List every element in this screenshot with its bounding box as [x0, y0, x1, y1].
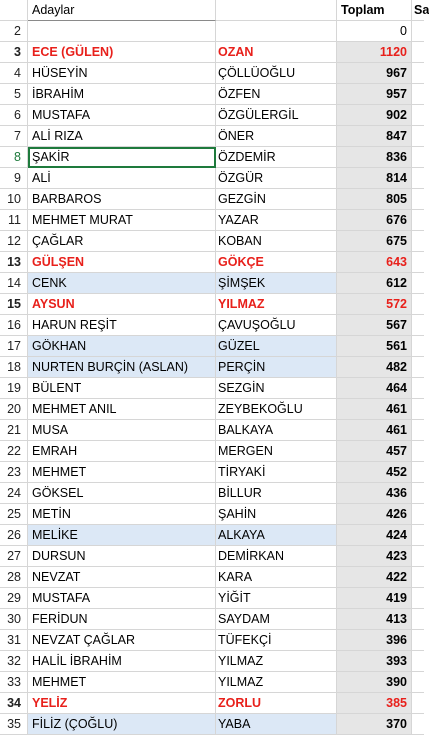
row-number[interactable]: 7 [0, 126, 28, 147]
table-row [0, 567, 424, 588]
row-number[interactable]: 31 [0, 630, 28, 651]
last-name-cell[interactable]: TİRYAKİ [216, 462, 337, 483]
header-adaylar[interactable]: Adaylar [28, 0, 216, 21]
cell-a2[interactable] [28, 21, 216, 42]
first-name-cell[interactable]: ALİ RIZA [28, 126, 216, 147]
table-row [0, 462, 424, 483]
total-cell[interactable]: 572 [337, 294, 412, 315]
cell-d[interactable] [412, 441, 424, 462]
first-name-cell[interactable]: ÇAĞLAR [28, 231, 216, 252]
first-name-cell[interactable]: MEHMET [28, 462, 216, 483]
row-number[interactable]: 21 [0, 420, 28, 441]
table-row [0, 168, 424, 189]
row-number[interactable]: 8 [0, 147, 28, 168]
table-row [0, 147, 424, 168]
row-number[interactable]: 10 [0, 189, 28, 210]
header-cell-b[interactable] [216, 0, 337, 21]
row-number[interactable]: 25 [0, 504, 28, 525]
cell-d[interactable] [412, 294, 424, 315]
cell-d[interactable] [412, 420, 424, 441]
first-name-cell[interactable]: GÜLŞEN [28, 252, 216, 273]
table-row [0, 504, 424, 525]
header-toplam[interactable]: Toplam [337, 0, 412, 21]
first-name-cell[interactable]: MUSTAFA [28, 588, 216, 609]
total-cell[interactable]: 419 [337, 588, 412, 609]
row-number[interactable]: 6 [0, 105, 28, 126]
table-row [0, 378, 424, 399]
total-cell[interactable]: 675 [337, 231, 412, 252]
table-row [0, 273, 424, 294]
last-name-cell[interactable]: KOBAN [216, 231, 337, 252]
row-number[interactable]: 28 [0, 567, 28, 588]
last-name-cell[interactable]: YILMAZ [216, 651, 337, 672]
last-name-cell[interactable]: ALKAYA [216, 525, 337, 546]
row-number[interactable]: 9 [0, 168, 28, 189]
row-number[interactable]: 17 [0, 336, 28, 357]
row-number[interactable]: 34 [0, 693, 28, 714]
total-cell[interactable]: 676 [337, 210, 412, 231]
last-name-cell[interactable]: KARA [216, 567, 337, 588]
table-row [0, 357, 424, 378]
table-row [0, 651, 424, 672]
cell-d[interactable] [412, 63, 424, 84]
cell-d[interactable] [412, 84, 424, 105]
table-row [0, 630, 424, 651]
cell-d[interactable] [412, 168, 424, 189]
last-name-cell[interactable]: ÖZDEMİR [216, 147, 337, 168]
table-row [0, 126, 424, 147]
total-cell[interactable]: 902 [337, 105, 412, 126]
last-name-cell[interactable]: SEZGİN [216, 378, 337, 399]
last-name-cell[interactable]: ÖZGÜR [216, 168, 337, 189]
table-row [0, 336, 424, 357]
total-cell[interactable]: 464 [337, 378, 412, 399]
total-cell[interactable]: 561 [337, 336, 412, 357]
row-number[interactable]: 30 [0, 609, 28, 630]
last-name-cell[interactable]: ÇAVUŞOĞLU [216, 315, 337, 336]
table-row [0, 399, 424, 420]
row-number[interactable]: 15 [0, 294, 28, 315]
first-name-cell[interactable]: MELİKE [28, 525, 216, 546]
cell-d[interactable] [412, 672, 424, 693]
cell-d[interactable] [412, 273, 424, 294]
total-cell[interactable]: 422 [337, 567, 412, 588]
first-name-cell[interactable]: DURSUN [28, 546, 216, 567]
table-row [0, 231, 424, 252]
total-cell[interactable]: 1120 [337, 42, 412, 63]
first-name-cell[interactable]: CENK [28, 273, 216, 294]
first-name-cell[interactable]: NURTEN BURÇİN (ASLAN) [28, 357, 216, 378]
cell-d[interactable] [412, 210, 424, 231]
total-cell[interactable]: 370 [337, 714, 412, 735]
total-cell[interactable]: 967 [337, 63, 412, 84]
first-name-cell[interactable]: MEHMET MURAT [28, 210, 216, 231]
row-number[interactable] [0, 0, 28, 21]
cell-d[interactable] [412, 546, 424, 567]
total-cell[interactable]: 423 [337, 546, 412, 567]
first-name-cell[interactable]: MEHMET ANIL [28, 399, 216, 420]
last-name-cell[interactable]: ZORLU [216, 693, 337, 714]
cell-d[interactable] [412, 252, 424, 273]
cell-d[interactable] [412, 231, 424, 252]
cell-d[interactable] [412, 315, 424, 336]
table-row [0, 525, 424, 546]
cell-d[interactable] [412, 126, 424, 147]
table-row [0, 609, 424, 630]
cell-c2[interactable]: 0 [337, 21, 412, 42]
first-name-cell[interactable]: MUSTAFA [28, 105, 216, 126]
table-row [0, 294, 424, 315]
cell-d[interactable] [412, 336, 424, 357]
first-name-cell[interactable]: METİN [28, 504, 216, 525]
row-number[interactable]: 4 [0, 63, 28, 84]
table-row [0, 714, 424, 735]
cell-d2[interactable] [412, 21, 424, 42]
row-number[interactable]: 22 [0, 441, 28, 462]
last-name-cell[interactable]: YABA [216, 714, 337, 735]
total-cell[interactable]: 814 [337, 168, 412, 189]
last-name-cell[interactable]: BALKAYA [216, 420, 337, 441]
total-cell[interactable]: 426 [337, 504, 412, 525]
first-name-cell[interactable]: BARBAROS [28, 189, 216, 210]
last-name-cell[interactable]: GÖKÇE [216, 252, 337, 273]
row-number[interactable]: 29 [0, 588, 28, 609]
total-cell[interactable]: 567 [337, 315, 412, 336]
table-row [0, 483, 424, 504]
table-row [0, 42, 424, 63]
total-cell[interactable]: 413 [337, 609, 412, 630]
total-cell[interactable]: 612 [337, 273, 412, 294]
total-cell[interactable]: 424 [337, 525, 412, 546]
cell-d[interactable] [412, 399, 424, 420]
first-name-cell[interactable]: BÜLENT [28, 378, 216, 399]
cell-d[interactable] [412, 693, 424, 714]
last-name-cell[interactable]: ŞAHİN [216, 504, 337, 525]
row-2 [0, 21, 424, 42]
row-number[interactable]: 35 [0, 714, 28, 735]
total-cell[interactable]: 390 [337, 672, 412, 693]
cell-d[interactable] [412, 147, 424, 168]
row-number[interactable]: 27 [0, 546, 28, 567]
first-name-cell[interactable]: YELİZ [28, 693, 216, 714]
last-name-cell[interactable]: GEZGİN [216, 189, 337, 210]
row-number[interactable]: 23 [0, 462, 28, 483]
last-name-cell[interactable]: ŞİMŞEK [216, 273, 337, 294]
total-cell[interactable]: 847 [337, 126, 412, 147]
last-name-cell[interactable]: BİLLUR [216, 483, 337, 504]
table-row [0, 105, 424, 126]
last-name-cell[interactable]: TÜFEKÇİ [216, 630, 337, 651]
header-row [0, 0, 429, 21]
cell-d[interactable] [412, 105, 424, 126]
last-name-cell[interactable]: YİĞİT [216, 588, 337, 609]
total-cell[interactable]: 452 [337, 462, 412, 483]
cell-d[interactable] [412, 714, 424, 735]
cell-b2[interactable] [216, 21, 337, 42]
cell-d[interactable] [412, 42, 424, 63]
first-name-cell[interactable]: GÖKSEL [28, 483, 216, 504]
first-name-cell[interactable]: HARUN REŞİT [28, 315, 216, 336]
cell-d[interactable] [412, 609, 424, 630]
row-number[interactable]: 33 [0, 672, 28, 693]
row-number[interactable]: 13 [0, 252, 28, 273]
first-name-cell[interactable]: NEVZAT ÇAĞLAR [28, 630, 216, 651]
first-name-cell[interactable]: HÜSEYİN [28, 63, 216, 84]
cell-d[interactable] [412, 378, 424, 399]
last-name-cell[interactable]: DEMİRKAN [216, 546, 337, 567]
first-name-cell[interactable]: FERİDUN [28, 609, 216, 630]
row-number[interactable]: 19 [0, 378, 28, 399]
first-name-cell[interactable]: ECE (GÜLEN) [28, 42, 216, 63]
last-name-cell[interactable]: PERÇİN [216, 357, 337, 378]
header-cell-d[interactable]: Sa [412, 0, 424, 21]
total-cell[interactable]: 805 [337, 189, 412, 210]
first-name-cell[interactable]: AYSUN [28, 294, 216, 315]
last-name-cell[interactable]: ÖZGÜLERGİL [216, 105, 337, 126]
row-number[interactable]: 24 [0, 483, 28, 504]
table-row [0, 693, 424, 714]
row-number[interactable]: 11 [0, 210, 28, 231]
row-number[interactable]: 32 [0, 651, 28, 672]
first-name-cell[interactable]: NEVZAT [28, 567, 216, 588]
last-name-cell[interactable]: YILMAZ [216, 672, 337, 693]
table-row [0, 63, 424, 84]
last-name-cell[interactable]: YAZAR [216, 210, 337, 231]
total-cell[interactable]: 436 [337, 483, 412, 504]
last-name-cell[interactable]: GÜZEL [216, 336, 337, 357]
table-row [0, 672, 424, 693]
table-row [0, 420, 424, 441]
row-number[interactable]: 2 [0, 21, 28, 42]
table-row [0, 315, 424, 336]
cell-d[interactable] [412, 525, 424, 546]
last-name-cell[interactable]: OZAN [216, 42, 337, 63]
first-name-cell[interactable]: GÖKHAN [28, 336, 216, 357]
last-name-cell[interactable]: ÖZFEN [216, 84, 337, 105]
table-row [0, 210, 424, 231]
last-name-cell[interactable]: ÇÖLLÜOĞLU [216, 63, 337, 84]
last-name-cell[interactable]: MERGEN [216, 441, 337, 462]
row-number[interactable]: 14 [0, 273, 28, 294]
cell-d[interactable] [412, 483, 424, 504]
total-cell[interactable]: 461 [337, 399, 412, 420]
total-cell[interactable]: 393 [337, 651, 412, 672]
cell-d[interactable] [412, 189, 424, 210]
first-name-cell[interactable]: ALİ [28, 168, 216, 189]
row-number[interactable]: 26 [0, 525, 28, 546]
row-number[interactable]: 16 [0, 315, 28, 336]
table-row [0, 252, 424, 273]
first-name-cell[interactable]: MUSA [28, 420, 216, 441]
cell-d[interactable] [412, 651, 424, 672]
row-number[interactable]: 5 [0, 84, 28, 105]
table-row [0, 546, 424, 567]
total-cell[interactable]: 457 [337, 441, 412, 462]
total-cell[interactable]: 385 [337, 693, 412, 714]
first-name-cell[interactable]: ŞAKİR [28, 147, 216, 168]
total-cell[interactable]: 396 [337, 630, 412, 651]
cell-d[interactable] [412, 567, 424, 588]
total-cell[interactable]: 836 [337, 147, 412, 168]
row-number[interactable]: 12 [0, 231, 28, 252]
total-cell[interactable]: 482 [337, 357, 412, 378]
total-cell[interactable]: 461 [337, 420, 412, 441]
table-row [0, 189, 424, 210]
table-row [0, 84, 424, 105]
total-cell[interactable]: 957 [337, 84, 412, 105]
cell-d[interactable] [412, 588, 424, 609]
table-row [0, 588, 424, 609]
row-number[interactable]: 18 [0, 357, 28, 378]
first-name-cell[interactable]: EMRAH [28, 441, 216, 462]
first-name-cell[interactable]: HALİL İBRAHİM [28, 651, 216, 672]
cell-d[interactable] [412, 462, 424, 483]
last-name-cell[interactable]: YILMAZ [216, 294, 337, 315]
cell-d[interactable] [412, 357, 424, 378]
last-name-cell[interactable]: SAYDAM [216, 609, 337, 630]
first-name-cell[interactable]: İBRAHİM [28, 84, 216, 105]
first-name-cell[interactable]: FİLİZ (ÇOĞLU) [28, 714, 216, 735]
row-number[interactable]: 3 [0, 42, 28, 63]
last-name-cell[interactable]: ZEYBEKOĞLU [216, 399, 337, 420]
cell-d[interactable] [412, 630, 424, 651]
first-name-cell[interactable]: MEHMET [28, 672, 216, 693]
total-cell[interactable]: 643 [337, 252, 412, 273]
cell-d[interactable] [412, 504, 424, 525]
table-row [0, 441, 424, 462]
last-name-cell[interactable]: ÖNER [216, 126, 337, 147]
row-number[interactable]: 20 [0, 399, 28, 420]
